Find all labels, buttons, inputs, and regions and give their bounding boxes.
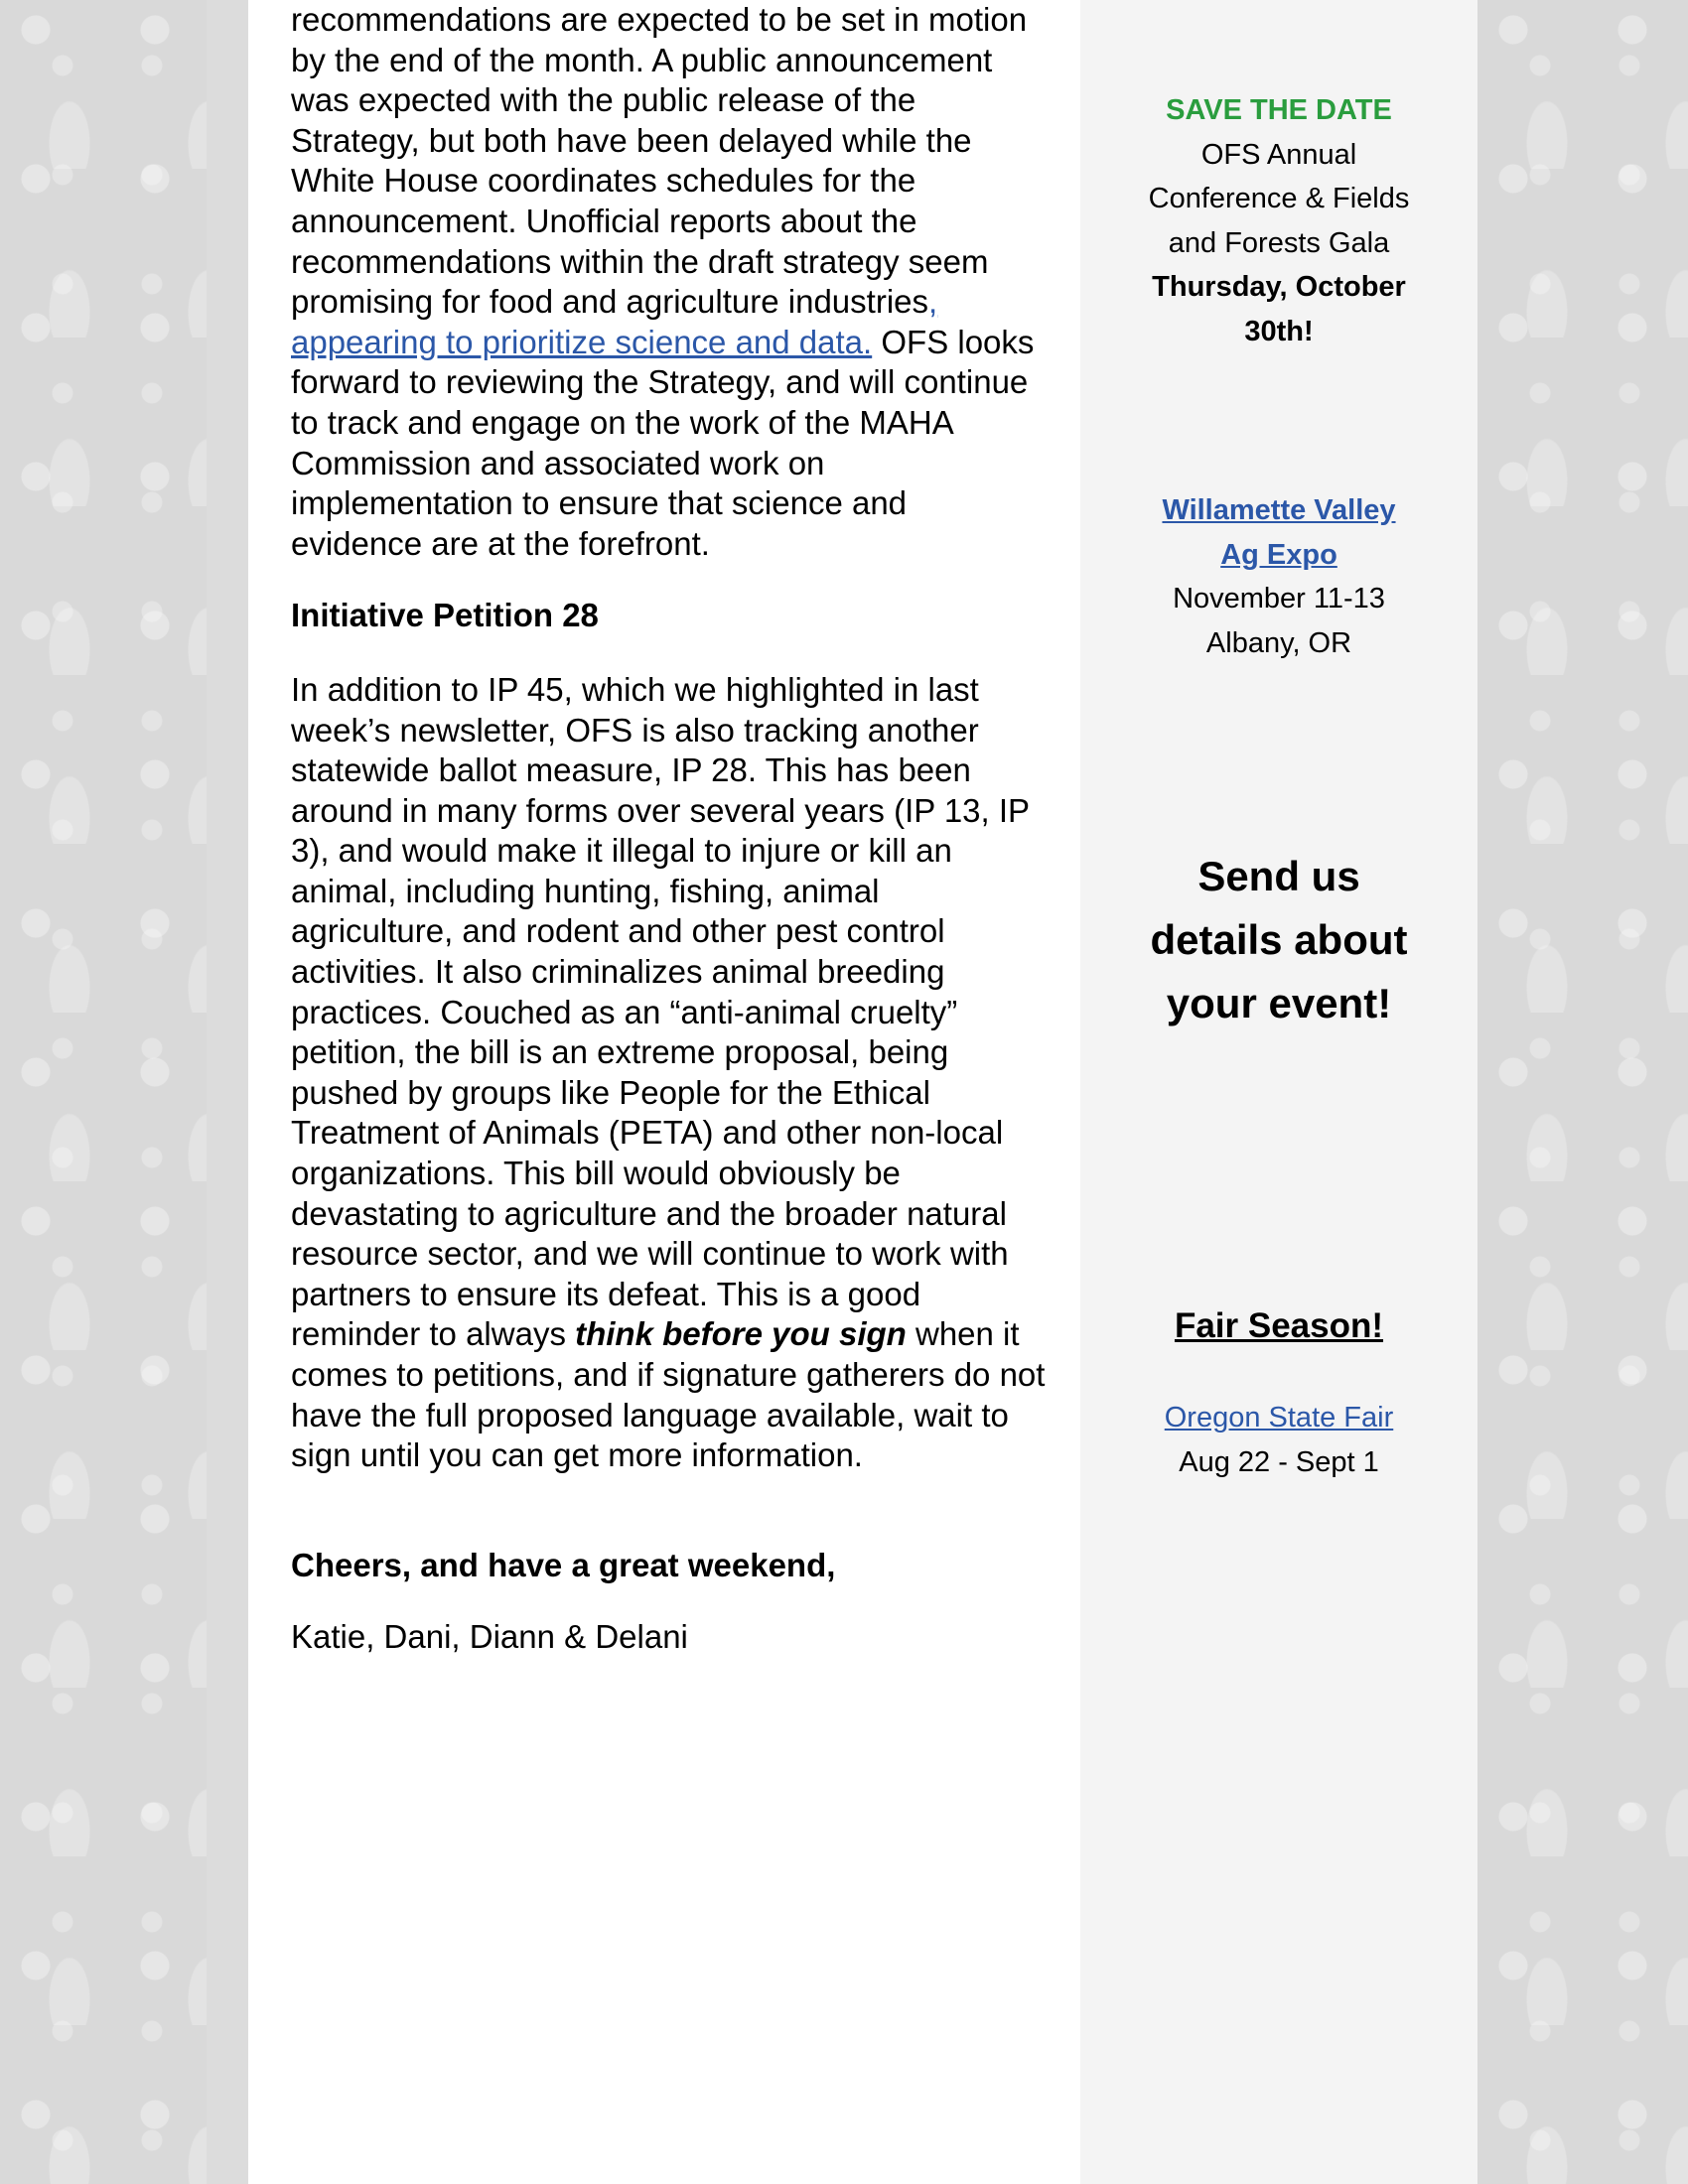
event-name-line: OFS Annual: [1200, 138, 1357, 171]
events-sidebar: [1080, 0, 1477, 2184]
fair-season-title: Fair Season!: [1174, 1306, 1384, 1345]
paragraph-text: In addition to IP 45, which we highlighted in last week’s newsletter, OFS is also tracking another statewide ballot measure, IP 28. This has been around in many forms over several years (IP 13, IP 3), and would make it illegal to injure or kill an animal, including hunting, fishing, animal agriculture, and rodent and other pest control activities. It also criminalizes animal breeding practices. Couched as an “anti-animal cruelty” petition, the bill is an extreme proposal, being pushed by groups like People for the Ethical Treatment of Animals (PETA) and other non-local organizations. This bill would obviously be devastating to agriculture and the broader natural resource sector, and we will continue to work with partners to ensure its defeat. This is a good reminder to always: [291, 670, 1030, 1353]
ip28-paragraph: [291, 670, 1046, 1476]
event-name-line: and Forests Gala: [1168, 226, 1390, 259]
paragraph-text: when it comes to petitions, and if signature gatherers do not have the full proposed language available, wait to sign until you can get more information.: [291, 1315, 1046, 1474]
event-date-line: 30th!: [1244, 315, 1314, 347]
ag-expo-dates: November 11-13: [1173, 583, 1385, 614]
science-and-data-link[interactable]: , appearing to prioritize science and data.: [291, 283, 938, 360]
newsletter-main-column: [248, 0, 1080, 2184]
oregon-state-fair-link[interactable]: Oregon State Fair: [1164, 1402, 1394, 1433]
ag-expo-link[interactable]: Willamette Valley Ag Expo: [1162, 494, 1396, 571]
newsletter-body: [291, 0, 1046, 1658]
closing-line: Cheers, and have a great weekend,: [291, 1546, 836, 1583]
maha-strategy-paragraph: [291, 0, 1046, 564]
fair-dates: Aug 22 - Sept 1: [1179, 1445, 1379, 1478]
fair-season-block: [1080, 1304, 1477, 1484]
background-pattern-right: [1477, 0, 1688, 2184]
emphasis-text: think before you sign: [575, 1315, 907, 1353]
send-event-details-cta: [1080, 845, 1477, 1035]
event-date-line: Thursday, October: [1152, 271, 1406, 303]
save-the-date-title: SAVE THE DATE: [1166, 94, 1392, 126]
ag-expo-block: [1080, 488, 1477, 665]
signature: Katie, Dani, Diann & Delani: [291, 1618, 688, 1656]
paragraph-text: recommendations are expected to be set in motion by the end of the month. A public announcement was expected with the public release of the Strategy, but both have been delayed while the White House coordinates schedules for the announcement. Unofficial reports about the recommendations within the draft strategy seem promising for food and agriculture industries: [291, 1, 1028, 321]
cta-line: your event!: [1166, 980, 1392, 1026]
ag-expo-location: Albany, OR: [1205, 626, 1352, 659]
cta-line: details about: [1150, 916, 1408, 963]
event-name-line: Conference & Fields: [1148, 183, 1410, 214]
section-heading-ip28: Initiative Petition 28: [291, 597, 599, 634]
cta-line: Send us: [1197, 853, 1360, 899]
paragraph-text: OFS looks forward to reviewing the Strategy, and will continue to track and engage on the work of the MAHA Commission and associated work on implementation to ensure that science and evidence are at the forefront.: [291, 323, 1035, 562]
save-the-date-block: [1080, 88, 1477, 353]
background-pattern-left: [0, 0, 207, 2184]
